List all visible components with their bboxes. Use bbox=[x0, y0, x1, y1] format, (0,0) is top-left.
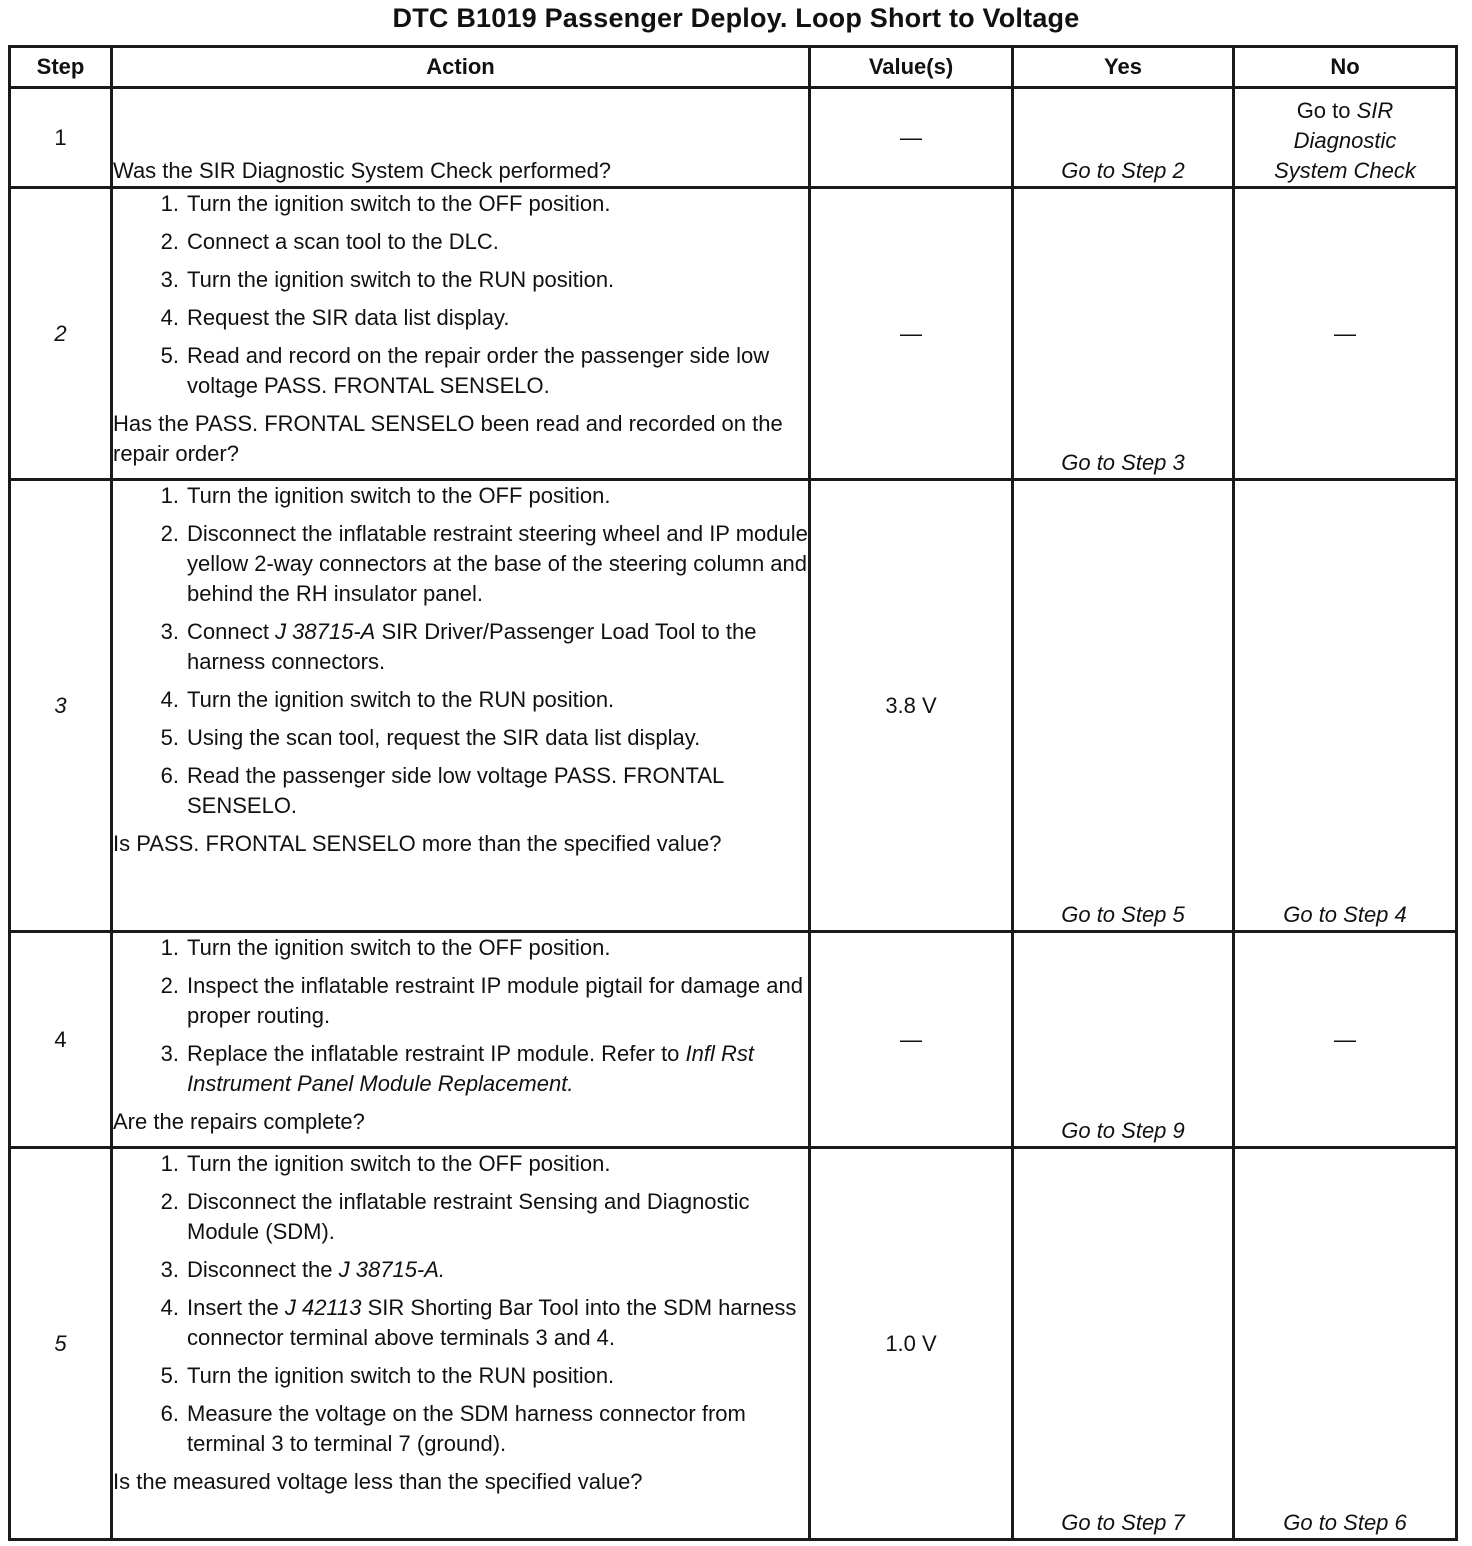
action-steps bbox=[113, 189, 808, 401]
item-text: Read the passenger side low voltage PASS. FRONTAL SENSELO. bbox=[187, 763, 724, 818]
item-number: 4. bbox=[160, 305, 179, 330]
item-text-pre: Replace the inflatable restraint IP module. Refer to bbox=[187, 1041, 686, 1066]
no-cell bbox=[1234, 88, 1457, 188]
item-text: Disconnect the inflatable restraint Sensing and Diagnostic Module (SDM). bbox=[187, 1189, 750, 1244]
item-text: Request the SIR data list display. bbox=[187, 305, 510, 330]
item-number: 3. bbox=[160, 1041, 179, 1066]
yes-cell: Go to Step 3 bbox=[1013, 188, 1234, 480]
item-number: 2. bbox=[160, 1189, 179, 1214]
item-number: 3. bbox=[160, 619, 179, 644]
no-link-line3: System Check bbox=[1274, 158, 1416, 183]
header-row bbox=[10, 47, 1457, 88]
value-cell: — bbox=[810, 188, 1013, 480]
item-text: Measure the voltage on the SDM harness connector from terminal 3 to terminal 7 (ground). bbox=[187, 1401, 746, 1456]
action-question: Is the measured voltage less than the specified value? bbox=[113, 1469, 643, 1494]
item-number: 5. bbox=[160, 725, 179, 750]
item-text-pre: Disconnect the bbox=[187, 1257, 339, 1282]
item-text: Turn the ignition switch to the RUN position. bbox=[187, 267, 615, 292]
tool-reference: J 38715-A. bbox=[338, 1257, 446, 1282]
no-link-line1: SIR bbox=[1356, 98, 1394, 123]
list-item bbox=[113, 227, 808, 257]
item-text: Turn the ignition switch to the OFF position. bbox=[187, 1151, 611, 1176]
value-cell: 3.8 V bbox=[810, 480, 1013, 932]
item-number: 3. bbox=[160, 267, 179, 292]
list-item bbox=[113, 341, 808, 401]
item-number: 3. bbox=[160, 1257, 179, 1282]
item-number: 5. bbox=[160, 1363, 179, 1388]
item-text: Turn the ignition switch to the RUN position. bbox=[187, 687, 615, 712]
no-prefix: Go to bbox=[1296, 98, 1357, 123]
table-row bbox=[10, 1148, 1457, 1540]
list-item bbox=[113, 971, 808, 1031]
item-text-pre: Connect bbox=[187, 619, 276, 644]
list-item bbox=[113, 1187, 808, 1247]
list-item bbox=[113, 1293, 808, 1353]
list-item bbox=[113, 1361, 808, 1391]
item-text: Turn the ignition switch to the OFF position. bbox=[187, 191, 611, 216]
step-number: 2 bbox=[10, 188, 112, 480]
list-item bbox=[113, 481, 808, 511]
procedure-reference: Infl Rst Instrument Panel Module Replacement. bbox=[187, 1041, 755, 1096]
item-number: 2. bbox=[160, 521, 179, 546]
item-number: 4. bbox=[160, 1295, 179, 1320]
step-number: 3 bbox=[10, 480, 112, 932]
action-cell bbox=[112, 88, 810, 188]
item-number: 1. bbox=[160, 191, 179, 216]
table-row bbox=[10, 188, 1457, 480]
list-item bbox=[113, 265, 808, 295]
yes-cell: Go to Step 9 bbox=[1013, 932, 1234, 1148]
action-question: Has the PASS. FRONTAL SENSELO been read and recorded on the repair order? bbox=[113, 411, 783, 466]
item-number: 2. bbox=[160, 229, 179, 254]
value-cell: — bbox=[810, 932, 1013, 1148]
item-text: Disconnect the inflatable restraint steering wheel and IP module yellow 2-way connectors at the base of the steering column and behind the RH insulator panel. bbox=[187, 521, 808, 606]
item-number: 1. bbox=[160, 935, 179, 960]
document-title: DTC B1019 Passenger Deploy. Loop Short to Voltage bbox=[392, 3, 1080, 33]
item-number: 1. bbox=[160, 1151, 179, 1176]
list-item bbox=[113, 1149, 808, 1179]
yes-cell: Go to Step 5 bbox=[1013, 480, 1234, 932]
list-item bbox=[113, 189, 808, 219]
item-text bbox=[187, 1039, 808, 1099]
item-text: Turn the ignition switch to the OFF position. bbox=[187, 935, 611, 960]
yes-cell: Go to Step 2 bbox=[1013, 88, 1234, 188]
item-text bbox=[187, 1255, 808, 1285]
item-text bbox=[187, 617, 808, 677]
action-question: Are the repairs complete? bbox=[113, 1109, 365, 1134]
item-text: Read and record on the repair order the passenger side low voltage PASS. FRONTAL SENSELO. bbox=[187, 343, 770, 398]
item-number: 6. bbox=[160, 763, 179, 788]
list-item bbox=[113, 685, 808, 715]
action-cell bbox=[112, 932, 810, 1148]
action-cell bbox=[112, 480, 810, 932]
item-text-pre: Insert the bbox=[187, 1295, 285, 1320]
list-item bbox=[113, 723, 808, 753]
step-number: 4 bbox=[10, 932, 112, 1148]
list-item bbox=[113, 1255, 808, 1285]
list-item bbox=[113, 933, 808, 963]
item-text: Inspect the inflatable restraint IP module pigtail for damage and proper routing. bbox=[187, 973, 803, 1028]
list-item bbox=[113, 303, 808, 333]
no-link-line2: Diagnostic bbox=[1293, 128, 1397, 153]
step-number: 5 bbox=[10, 1148, 112, 1540]
table-row bbox=[10, 932, 1457, 1148]
item-text-post: SIR Shorting Bar Tool into the SDM harness connector terminal above terminals 3 and 4. bbox=[187, 1295, 797, 1350]
item-text: Turn the ignition switch to the OFF position. bbox=[187, 483, 611, 508]
action-question: Is PASS. FRONTAL SENSELO more than the specified value? bbox=[113, 831, 722, 856]
step-number: 1 bbox=[10, 88, 112, 188]
action-cell bbox=[112, 188, 810, 480]
value-cell: 1.0 V bbox=[810, 1148, 1013, 1540]
no-cell: — bbox=[1234, 932, 1457, 1148]
diagnostic-table bbox=[8, 45, 1458, 1541]
no-cell: — bbox=[1234, 188, 1457, 480]
table-row bbox=[10, 88, 1457, 188]
no-cell: Go to Step 6 bbox=[1234, 1148, 1457, 1540]
item-number: 5. bbox=[160, 343, 179, 368]
header-action: Action bbox=[112, 47, 810, 88]
value-cell: — bbox=[810, 88, 1013, 188]
header-step: Step bbox=[10, 47, 112, 88]
action-steps bbox=[113, 481, 808, 821]
item-number: 1. bbox=[160, 483, 179, 508]
action-question: Was the SIR Diagnostic System Check performed? bbox=[113, 158, 612, 183]
item-text: Using the scan tool, request the SIR data list display. bbox=[187, 725, 701, 750]
list-item bbox=[113, 1039, 808, 1099]
tool-reference: J 42113 bbox=[284, 1295, 362, 1320]
item-text bbox=[187, 1293, 808, 1353]
action-steps bbox=[113, 1149, 808, 1459]
item-number: 4. bbox=[160, 687, 179, 712]
header-values: Value(s) bbox=[810, 47, 1013, 88]
item-text-post: SIR Driver/Passenger Load Tool to the harness connectors. bbox=[187, 619, 757, 674]
item-number: 6. bbox=[160, 1401, 179, 1426]
list-item bbox=[113, 519, 808, 609]
list-item bbox=[113, 1399, 808, 1459]
header-yes: Yes bbox=[1013, 47, 1234, 88]
action-steps bbox=[113, 933, 808, 1099]
item-number: 2. bbox=[160, 973, 179, 998]
item-text: Turn the ignition switch to the RUN position. bbox=[187, 1363, 615, 1388]
table-row bbox=[10, 480, 1457, 932]
list-item bbox=[113, 617, 808, 677]
item-text: Connect a scan tool to the DLC. bbox=[187, 229, 499, 254]
list-item bbox=[113, 761, 808, 821]
yes-cell: Go to Step 7 bbox=[1013, 1148, 1234, 1540]
no-cell: Go to Step 4 bbox=[1234, 480, 1457, 932]
tool-reference: J 38715-A bbox=[275, 619, 376, 644]
action-cell bbox=[112, 1148, 810, 1540]
header-no: No bbox=[1234, 47, 1457, 88]
